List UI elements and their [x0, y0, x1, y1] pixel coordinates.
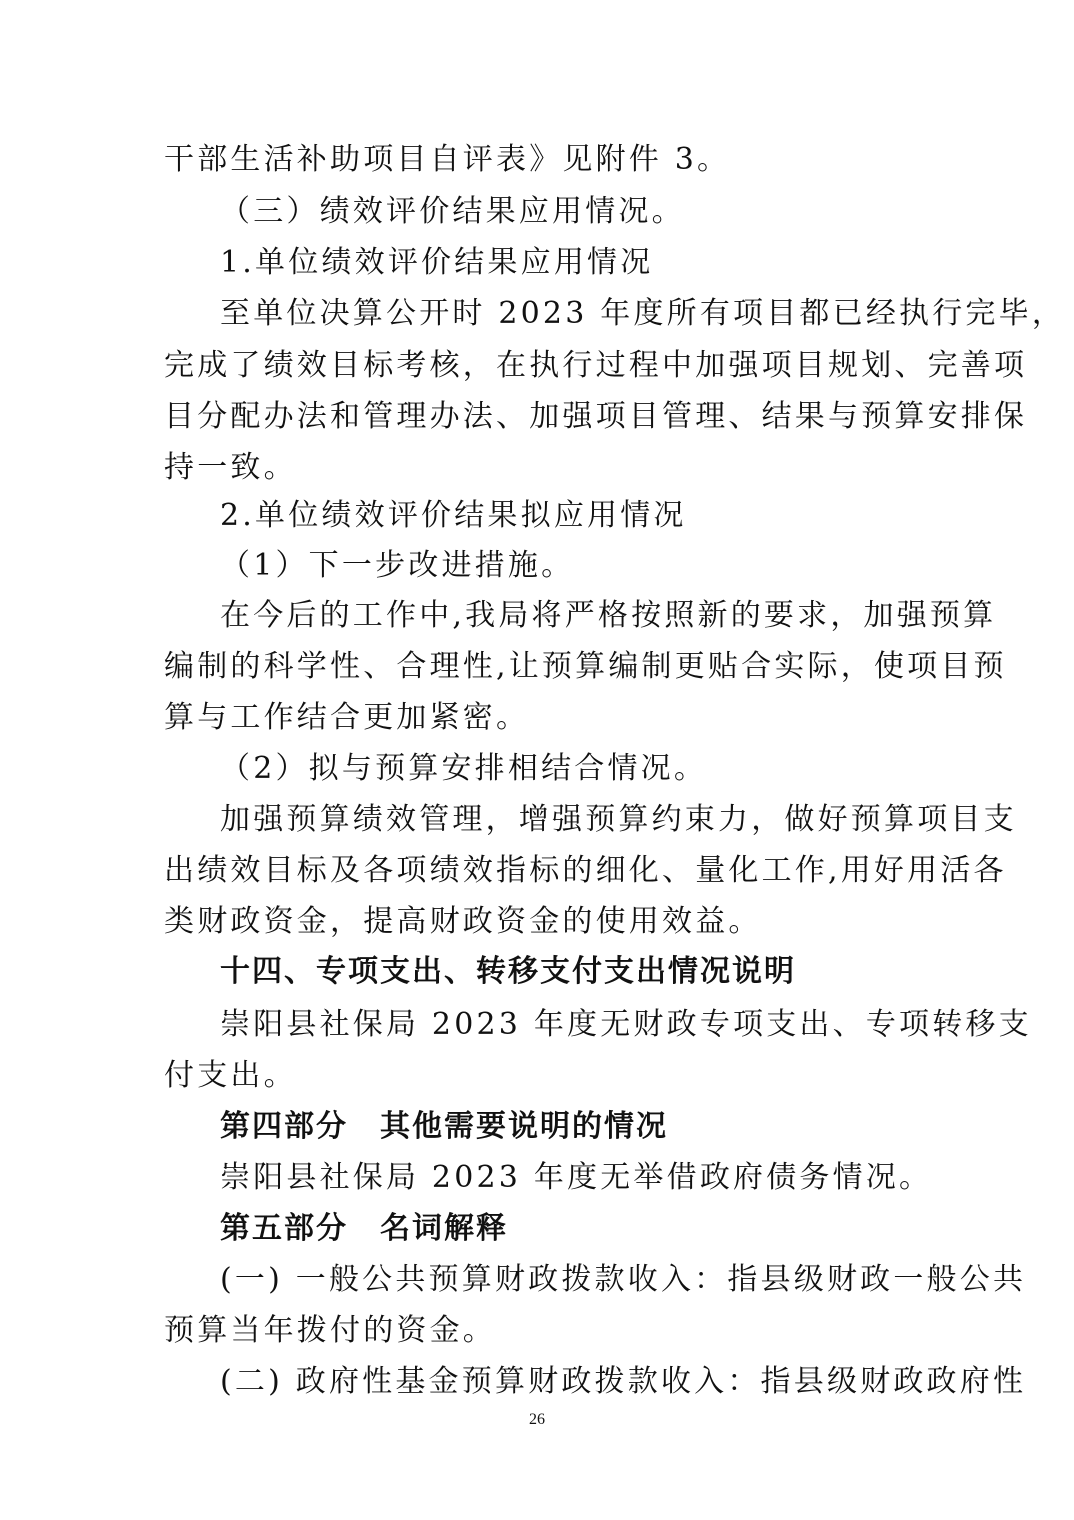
- page-number: 26: [529, 1411, 545, 1428]
- paragraph-line: 预算当年拨付的资金。: [164, 1313, 496, 1348]
- paragraph-line: 目分配办法和管理办法、加强项目管理、结果与预算安排保: [164, 399, 1028, 434]
- paragraph-line: 出绩效目标及各项绩效指标的细化、量化工作,用好用活各: [164, 853, 1007, 888]
- subsection-heading: （2）拟与预算安排相结合情况。: [220, 751, 708, 786]
- paragraph-line: 完成了绩效目标考核，在执行过程中加强项目规划、完善项: [164, 348, 1028, 383]
- part-heading: 第五部分 名词解释: [220, 1211, 508, 1246]
- section-heading: （三）绩效评价结果应用情况。: [220, 194, 685, 229]
- paragraph-line: 干部生活补助项目自评表》见附件 3。: [164, 142, 731, 177]
- subsection-heading: 1.单位绩效评价结果应用情况: [220, 245, 654, 280]
- chapter-heading: 十四、专项支出、转移支付支出情况说明: [220, 954, 796, 989]
- paragraph-line: (一) 一般公共预算财政拨款收入：指县级财政一般公共: [220, 1262, 1027, 1297]
- paragraph-line: (二) 政府性基金预算财政拨款收入：指县级财政政府性: [220, 1364, 1027, 1399]
- paragraph-line: 类财政资金，提高财政资金的使用效益。: [164, 904, 762, 939]
- paragraph-line: 加强预算绩效管理，增强预算约束力，做好预算项目支: [220, 802, 1017, 837]
- paragraph-line: 崇阳县社保局 2023 年度无财政专项支出、专项转移支: [220, 1007, 1032, 1042]
- paragraph-line: 崇阳县社保局 2023 年度无举借政府债务情况。: [220, 1160, 933, 1195]
- subsection-heading: 2.单位绩效评价结果拟应用情况: [220, 498, 687, 533]
- paragraph-line: 持一致。: [164, 450, 297, 485]
- paragraph-line: 在今后的工作中,我局将严格按照新的要求，加强预算: [220, 598, 997, 633]
- paragraph-line: 编制的科学性、合理性,让预算编制更贴合实际，使项目预: [164, 649, 1007, 684]
- part-heading: 第四部分 其他需要说明的情况: [220, 1109, 668, 1144]
- paragraph-line: 算与工作结合更加紧密。: [164, 700, 530, 735]
- paragraph-line: 至单位决算公开时 2023 年度所有项目都已经执行完毕，: [220, 296, 1066, 331]
- paragraph-line: 付支出。: [164, 1058, 297, 1093]
- subsection-heading: （1）下一步改进措施。: [220, 548, 575, 583]
